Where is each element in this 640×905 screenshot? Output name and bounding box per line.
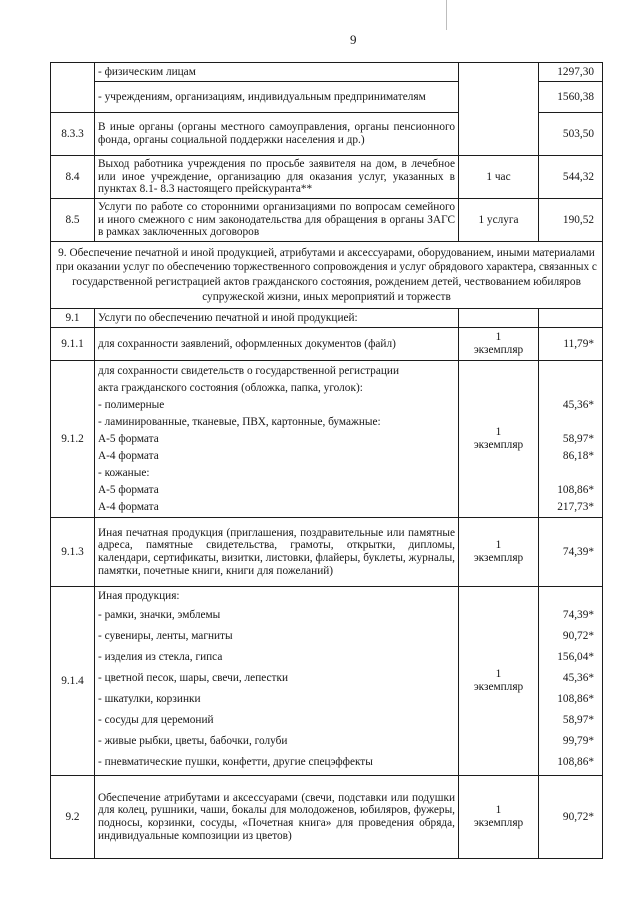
price-cell: 544,32 — [539, 156, 603, 199]
unit-quantity: 1 — [495, 539, 502, 552]
item-line: - сувениры, ленты, магниты — [98, 630, 233, 642]
unit-cell — [459, 63, 539, 156]
price-line — [542, 588, 594, 605]
item-line: - полимерные — [98, 399, 165, 411]
price-line: 108,86* — [557, 693, 594, 705]
item-line: А-5 формата — [98, 433, 159, 445]
item-line: Иная продукция: — [98, 590, 180, 602]
row-number: 8.5 — [51, 199, 95, 242]
unit-cell — [459, 518, 539, 587]
price-cell — [539, 361, 603, 518]
item-line: - шкатулки, корзинки — [98, 693, 201, 705]
service-description: Услуги по работе со сторонними организациями по вопросам семейного и иного смежного с ним законодательства для обращения в органы ЗАГС в рамках заключенных договоров — [95, 199, 459, 242]
price-cell: 1560,38 — [539, 82, 603, 113]
price-line: 217,73* — [557, 501, 594, 513]
item-line: - изделия из стекла, гипса — [98, 651, 223, 663]
service-text: - учреждениям, организациям, индивидуальным предпринимателям — [98, 90, 426, 103]
row-number: 9.2 — [51, 776, 95, 859]
price-cell — [539, 587, 603, 776]
unit-quantity: 1 — [495, 668, 502, 681]
item-line: - пневматические пушки, конфетти, другие спецэффекты — [98, 756, 373, 768]
price-lines — [542, 588, 594, 773]
item-line: - рамки, значки, эмблемы — [98, 609, 221, 621]
unit-label: экземпляр — [473, 552, 524, 564]
item-line: - ламинированные, тканевые, ПВХ, картонные, бумажные: — [98, 416, 381, 428]
price-cell: 74,39* — [539, 518, 603, 587]
table-row — [51, 199, 603, 242]
service-description: Обеспечение атрибутами и аксессуарами (свечи, подставки или подушки для колец, рушники, чаши, бокалы для молодоженов, юбиляров, фужеры, подносы, корзинки, сосуды, «Почетная книга» для проведения обряда, индивидуальные композиции из цветов) — [95, 776, 459, 859]
table-row — [51, 776, 603, 859]
price-line — [542, 414, 594, 431]
service-description: - физическим лицам — [95, 63, 459, 82]
item-line: А-5 формата — [98, 484, 159, 496]
service-description — [95, 82, 459, 113]
row-number: 9.1.4 — [51, 587, 95, 776]
price-cell: 190,52 — [539, 199, 603, 242]
price-line: 90,72* — [562, 630, 594, 642]
price-line: 45,36* — [562, 672, 594, 684]
unit-cell: 1 час — [459, 156, 539, 199]
unit-label: экземпляр — [473, 344, 524, 356]
table-row — [51, 361, 603, 518]
item-line: А-4 формата — [98, 450, 159, 462]
unit-quantity: 1 — [495, 804, 502, 817]
unit-cell — [459, 309, 539, 328]
item-line: - цветной песок, шары, свечи, лепестки — [98, 672, 289, 684]
table-row — [51, 518, 603, 587]
service-description: Иная печатная продукция (приглашения, поздравительные или памятные адреса, памятные свидетельства, грамоты, открытки, дипломы, календари, сертификаты, визитки, листовки, флайеры, буклеты, журналы, памятки, почетные книги, книги для пожеланий) — [95, 518, 459, 587]
item-lines — [98, 588, 455, 773]
table-row — [51, 156, 603, 199]
unit-cell — [459, 776, 539, 859]
row-number: 8.3.3 — [51, 113, 95, 156]
row-number: 8.4 — [51, 156, 95, 199]
price-line: 58,97* — [562, 714, 594, 726]
price-line — [542, 380, 594, 397]
item-line: для сохранности свидетельств о государственной регистрации — [98, 365, 399, 377]
unit-quantity: 1 — [495, 331, 502, 344]
row-number: 9.1.2 — [51, 361, 95, 518]
item-lines — [98, 363, 455, 516]
row-number: 9.1.3 — [51, 518, 95, 587]
scan-artifact-line — [446, 0, 447, 30]
price-line: 99,79* — [562, 735, 594, 747]
price-cell: 90,72* — [539, 776, 603, 859]
section-9-heading: 9. Обеспечение печатной и иной продукцией, атрибутами и аксессуарами, оборудованием, иными материалами при оказании услуг по обеспечению торжественного сопровождения и услуг обрядового характера, связанных с государственной регистрацией актов гражданского состояния, рождением детей, чествованием юбиляров супружеской жизни, иных мероприятий и торжеств — [51, 242, 603, 309]
table-row — [51, 328, 603, 361]
price-line — [542, 363, 594, 380]
row-number: 9.1.1 — [51, 328, 95, 361]
price-cell: 503,50 — [539, 113, 603, 156]
unit-cell: 1 услуга — [459, 199, 539, 242]
price-cell: 1297,30 — [539, 63, 603, 82]
row-number — [51, 63, 95, 113]
price-line: 45,36* — [562, 399, 594, 411]
item-line: - сосуды для церемоний — [98, 714, 214, 726]
price-cell — [539, 309, 603, 328]
service-description: для сохранности заявлений, оформленных документов (файл) — [95, 328, 459, 361]
price-line: 58,97* — [562, 433, 594, 445]
page-number: 9 — [350, 32, 357, 47]
service-description: Выход работника учреждения по просьбе заявителя на дом, в лечебное или иное учреждение, организацию для оказания услуг, указанных в пунктах 8.1- 8.3 настоящего прейскуранта** — [95, 156, 459, 199]
unit-cell — [459, 587, 539, 776]
price-list-table — [50, 62, 603, 859]
table-row — [51, 587, 603, 776]
price-line: 156,04* — [557, 651, 594, 663]
unit-quantity: 1 — [495, 426, 502, 439]
service-description: В иные органы (органы местного самоуправления, органы пенсионного фонда, органы социальной поддержки населения и др.) — [95, 113, 459, 156]
unit-label: экземпляр — [473, 817, 524, 829]
price-line: 86,18* — [562, 450, 594, 462]
service-description — [95, 361, 459, 518]
item-line: акта гражданского состояния (обложка, папка, уголок): — [98, 382, 363, 394]
price-line — [542, 465, 594, 482]
price-cell: 11,79* — [539, 328, 603, 361]
price-line: 108,86* — [557, 484, 594, 496]
section-header-row — [51, 242, 603, 309]
unit-cell — [459, 328, 539, 361]
table-row — [51, 309, 603, 328]
row-number: 9.1 — [51, 309, 95, 328]
price-line: 108,86* — [557, 756, 594, 768]
service-description — [95, 587, 459, 776]
price-line: 74,39* — [562, 609, 594, 621]
item-line: - живые рыбки, цветы, бабочки, голуби — [98, 735, 288, 747]
unit-cell — [459, 361, 539, 518]
price-lines — [542, 363, 594, 516]
service-description: Услуги по обеспечению печатной и иной продукцией: — [95, 309, 459, 328]
unit-label: экземпляр — [473, 439, 524, 451]
unit-label: экземпляр — [473, 681, 524, 693]
table-row — [51, 63, 603, 82]
item-line: - кожаные: — [98, 467, 150, 479]
item-line: А-4 формата — [98, 501, 159, 513]
